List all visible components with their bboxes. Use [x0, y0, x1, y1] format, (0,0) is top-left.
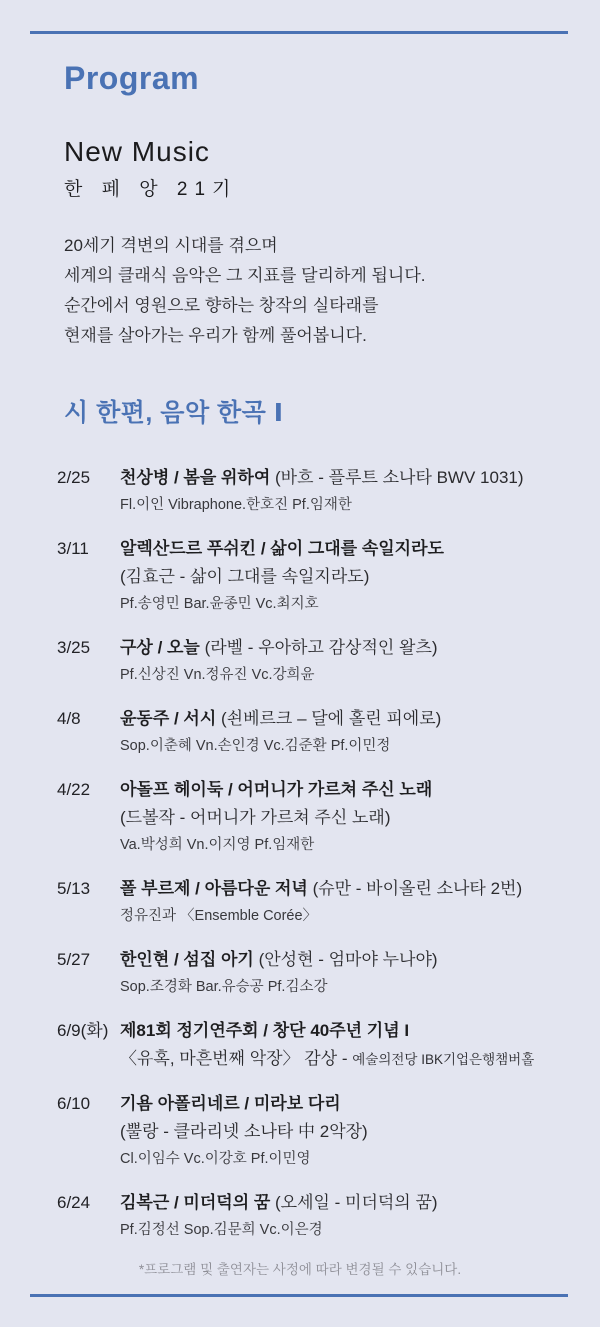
program-item-content: [120, 875, 580, 930]
program-item-extra-line: [120, 1045, 580, 1074]
program-item: [57, 535, 580, 618]
program-item-title-line: [120, 535, 580, 563]
program-item-title-note: (오세일 - 미더덕의 꿈): [270, 1193, 438, 1212]
program-item: [57, 705, 580, 760]
program-item-title: 천상병 / 봄을 위하여: [120, 468, 271, 487]
page-title: Program: [64, 60, 200, 96]
program-item-content: [120, 464, 580, 519]
program-item-title-note: (안성현 - 엄마야 누나야): [253, 950, 438, 969]
program-item-date: 6/9(화): [57, 1021, 109, 1040]
program-item-title-note: (라벨 - 우아하고 감상적인 왈츠): [199, 638, 438, 657]
program-item-performers: Sop.이춘혜 Vn.손인경 Vc.김준환 Pf.이민정: [120, 738, 391, 754]
program-item-content: [120, 1189, 580, 1244]
program-item-title-line: [120, 464, 580, 492]
intro-line-3: 순간에서 영원으로 향하는 창작의 실타래를: [64, 296, 379, 315]
program-item-title-note: (바흐 - 플루트 소나타 BWV 1031): [270, 468, 524, 487]
program-item-title-line: [120, 1189, 580, 1217]
program-item-content: [120, 776, 580, 859]
program-item-content: [120, 1017, 580, 1074]
program-item-content: [120, 535, 580, 618]
footnote: *프로그램 및 출연자는 사정에 따라 변경될 수 있습니다.: [138, 1262, 462, 1277]
program-item-title-line: [120, 1090, 580, 1118]
series-title: New Music: [64, 136, 210, 167]
program-item-title: 김복근 / 미더덕의 꿈: [120, 1193, 271, 1212]
program-item-extra-text: (뿔랑 - 클라리넷 소나타 中 2악장): [120, 1122, 368, 1141]
program-item-date: 2/25: [57, 468, 91, 487]
program-item-title-note: (쇤베르크 – 달에 홀린 피에로): [216, 709, 442, 728]
program-item-performers: Fl.이인 Vibraphone.한호진 Pf.임재한: [120, 497, 352, 513]
program-item-title-line: [120, 705, 580, 733]
program-item-content: [120, 634, 580, 689]
program-item-date: 5/27: [57, 950, 91, 969]
program-item-performers: Cl.이임수 Vc.이강호 Pf.이민영: [120, 1151, 311, 1167]
section-title: 시 한편, 음악 한곡 Ⅰ: [64, 399, 284, 427]
program-item-performers: Pf.신상진 Vn.정유진 Vc.강희윤: [120, 667, 315, 683]
program-item-date: 3/11: [57, 539, 89, 558]
program-item-performers: Pf.송영민 Bar.윤종민 Vc.최지호: [120, 596, 319, 612]
program-item-extra-text: (김효근 - 삶이 그대를 속일지라도): [120, 567, 370, 586]
program-item-title: 윤동주 / 서시: [120, 709, 217, 728]
program-item-extra-line: [120, 1118, 580, 1146]
program-item-content: [120, 946, 580, 1001]
program-item: [57, 634, 580, 689]
program-item-title: 기욤 아폴리네르 / 미라보 다리: [120, 1094, 341, 1113]
program-item: [57, 875, 580, 930]
program-item-title-line: [120, 946, 580, 974]
program-item-date: 4/8: [57, 709, 81, 728]
intro-text: [64, 231, 426, 351]
program-item-title-note: (슈만 - 바이올린 소나타 2번): [307, 879, 523, 898]
program-item-title-line: [120, 1017, 580, 1045]
program-item-extra-text: (드볼작 - 어머니가 가르쳐 주신 노래): [120, 808, 391, 827]
program-item-title: 한인현 / 섬집 아기: [120, 950, 254, 969]
bottom-divider-line: [30, 1294, 568, 1297]
program-item-performers: 정유진과 〈Ensemble Corée〉: [120, 908, 318, 924]
program-item-extra-line: [120, 563, 580, 591]
intro-line-1: 20세기 격변의 시대를 겪으며: [64, 236, 278, 255]
program-item-date: 4/22: [57, 780, 91, 799]
program-item: [57, 1017, 580, 1074]
program-item-venue: 예술의전당 IBK기업은행챔버홀: [352, 1052, 535, 1067]
program-item-date: 3/25: [57, 638, 91, 657]
program-item: [57, 1189, 580, 1244]
intro-line-2: 세계의 클래식 음악은 그 지표를 달리하게 됩니다.: [64, 266, 426, 285]
program-item-extra-text: 〈유혹, 마흔번째 악장〉 감상 -: [120, 1049, 353, 1068]
program-item-date: 6/10: [57, 1094, 91, 1113]
program-item: [57, 946, 580, 1001]
program-item: [57, 1090, 580, 1173]
program-item-performers: Pf.김정선 Sop.김문희 Vc.이은경: [120, 1222, 323, 1238]
program-item-title: 폴 부르제 / 아름다운 저녁: [120, 879, 308, 898]
program-item-content: [120, 1090, 580, 1173]
intro-line-4: 현재를 살아가는 우리가 함께 풀어봅니다.: [64, 326, 367, 345]
program-item-date: 5/13: [57, 879, 91, 898]
program-item-title: 구상 / 오늘: [120, 638, 200, 657]
program-item-title-line: [120, 634, 580, 662]
program-item-date: 6/24: [57, 1193, 91, 1212]
program-item-title: 알렉산드르 푸쉬킨 / 삶이 그대를 속일지라도: [120, 539, 444, 558]
program-item-content: [120, 705, 580, 760]
program-item-extra-line: [120, 804, 580, 832]
program-list: [57, 464, 580, 1260]
program-item-title: 아돌프 헤이둑 / 어머니가 가르쳐 주신 노래: [120, 780, 433, 799]
program-item-title-line: [120, 776, 580, 804]
ensemble-name: 한 페 앙 21기: [64, 179, 238, 200]
program-item: [57, 776, 580, 859]
program-item-performers: Va.박성희 Vn.이지영 Pf.임재한: [120, 837, 315, 853]
program-item-performers: Sop.조경화 Bar.유승공 Pf.김소강: [120, 979, 328, 995]
program-item-title-line: [120, 875, 580, 903]
program-item-title: 제81회 정기연주회 / 창단 40주년 기념 I: [120, 1021, 410, 1040]
program-item: [57, 464, 580, 519]
top-divider-line: [30, 31, 568, 34]
